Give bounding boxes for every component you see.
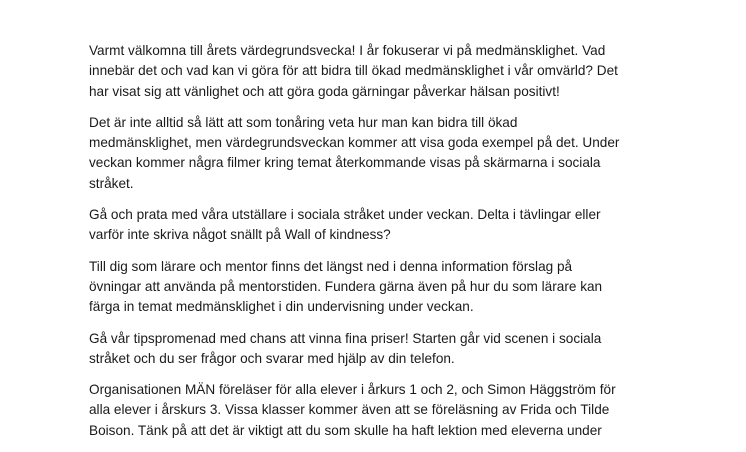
paragraph-exhibitors: Gå och prata med våra utställare i sociala stråket under veckan. Delta i tävlingar eller varför inte skriva något snällt på Wall of kindness?: [89, 207, 601, 243]
paragraph-teenager-compassion: Det är inte alltid så lätt att som tonåring veta hur man kan bidra till ökad medmänsklighet, men värdegrundsveckan kommer att visa goda exempel på det. Under veckan kommer några filmer kring temat återkommande visas på skärmarna i sociala stråket.: [89, 114, 620, 191]
document-body: [89, 41, 649, 452]
paragraph-teachers-mentors: Till dig som lärare och mentor finns det längst ned i denna information förslag på övningar att använda på mentorstiden. Fundera gärna även på hur du som lärare kan färga in temat medmänsklighet i din undervisning under veckan.: [89, 258, 603, 315]
paragraph-welcome: Varmt välkomna till årets värdegrundsvecka! I år fokuserar vi på medmänsklighet. Vad innebär det och vad kan vi göra för att bidra till ökad medmänsklighet i vår omvärld? Det har visat sig att vänlighet och att göra goda gärningar påverkar hälsan positivt!: [89, 43, 618, 99]
paragraph-lectures: Organisationen MÄN föreläser för alla elever i årkurs 1 och 2, och Simon Häggström för alla elever i årskurs 3. Vissa klasser kommer även att se föreläsning av Frida och Tilde Boison. Tänk på att det är viktigt att du som skulle ha haft lektion med eleverna under: [89, 382, 616, 438]
paragraph-quiz-walk: Gå vår tipspromenad med chans att vinna fina priser! Starten går vid scenen i sociala stråket och du ser frågor och svarar med hjälp av din telefon.: [89, 330, 602, 366]
